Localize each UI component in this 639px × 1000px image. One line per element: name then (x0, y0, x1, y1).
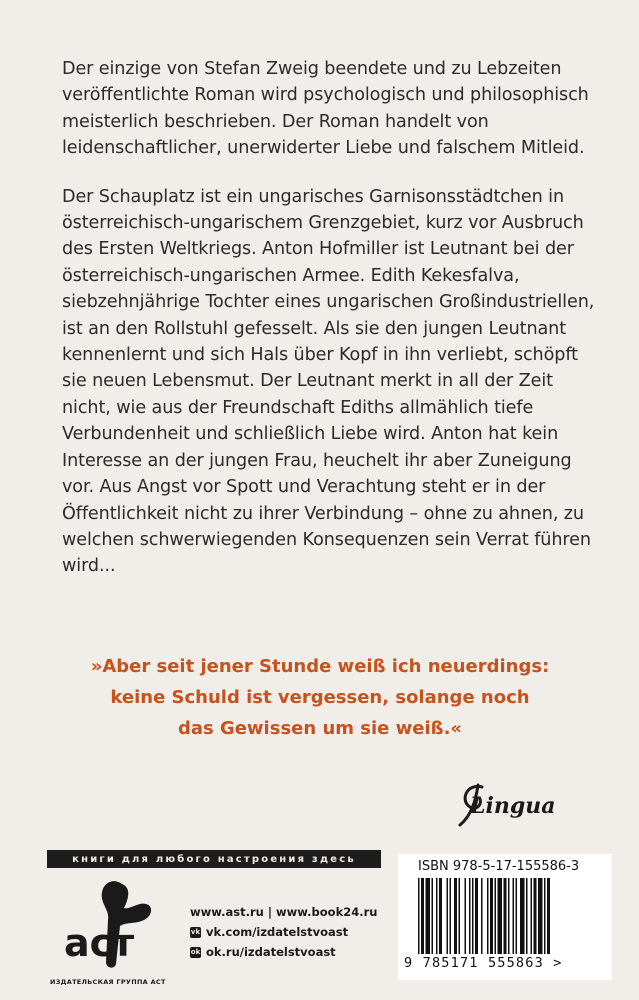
ast-logo-text: аст (64, 921, 135, 965)
barcode-bar (465, 878, 467, 954)
ast-caption: ИЗДАТЕЛЬСКАЯ ГРУППА АСТ (50, 978, 166, 986)
barcode-bar (421, 878, 424, 954)
quote-line-3: das Gewissen um sie weiß.« (177, 718, 463, 739)
barcode-bar (516, 878, 518, 954)
barcode-bar (508, 878, 510, 954)
ok-link[interactable] (190, 942, 377, 962)
barcode-bar (538, 878, 543, 954)
isbn-label: ISBN 978-5-17-155586-3 (418, 859, 580, 874)
barcode-bar (475, 878, 478, 954)
barcode-bar (447, 878, 449, 954)
barcode-bar (439, 878, 442, 954)
barcode-box (398, 854, 612, 980)
quote-line-2: keine Schuld ist vergessen, solange noch (110, 687, 530, 708)
barcode-bar (469, 878, 471, 954)
description-paragraph-1: Der einzige von Stefan Zweig beendete und zu Lebzeiten veröffentlichte Roman wird psychologisch und philosophisch meisterlich beschrieben. Der Roman handelt von leidenschaftlicher, unerwiderter Liebe und falschem Mitleid. (62, 59, 589, 159)
vk-link[interactable] (190, 922, 377, 942)
slogan-text: книги для любого настроения здесь (72, 853, 356, 865)
barcode-image (418, 878, 596, 954)
barcode-bar (436, 878, 438, 954)
barcode-bar (498, 878, 503, 954)
barcode-bar (450, 878, 452, 954)
barcode-bar (426, 878, 431, 954)
vk-icon: vk (190, 927, 201, 936)
barcode-bar (432, 878, 434, 954)
barcode-bar (418, 878, 420, 954)
slogan-bar (47, 850, 381, 868)
description-paragraph-2: Der Schauplatz ist ein ungarisches Garnisonsstädtchen in österreichisch-ungarischem Grenzgebiet, kurz vor Ausbruch des Ersten Weltkriegs. Anton Hofmiller ist Leutnant bei der österreichisch-ungarischen Armee. Edith Kekesfalva, siebzehnjährige Tochter eines ungarischen Großindustriellen, ist an den Rollstuhl gefesselt. Als sie den jungen Leutnant kennenlernt und sich Hals über Kopf in ihn verliebt, schöpft sie neuen Lebensmut. Der Leutnant merkt in all der Zeit nicht, wie aus der Freundschaft Ediths allmählich tiefe Verbundenheit und schließlich Liebe wird. Anton hat kein Interesse an der jungen Frau, heuchelt ihr aber Zuneigung vor. Aus Angst vor Spott und Verachtung steht er in der Öffentlichkeit nicht zu ihrer Verbindung – ohne zu ahnen, zu welchen schwerwiegenden Konsequenzen sein Verrat führen wird... (62, 186, 595, 577)
book-description (62, 56, 602, 602)
publisher-links (190, 902, 377, 962)
barcode-bar (534, 878, 537, 954)
ok-link-text: ok.ru/izdatelstvoast (206, 945, 336, 959)
ast-logo (52, 876, 182, 976)
barcode-bar (520, 878, 525, 954)
barcode-bar (472, 878, 474, 954)
barcode-bar (481, 878, 483, 954)
barcode-bar (547, 878, 550, 954)
book-quote (40, 651, 600, 744)
barcode-bar (459, 878, 461, 954)
barcode-bar (513, 878, 515, 954)
barcode-bar (531, 878, 533, 954)
barcode-bar (544, 878, 546, 954)
website-links[interactable]: www.ast.ru | www.book24.ru (190, 905, 378, 919)
barcode-bar (504, 878, 507, 954)
vk-link-text: vk.com/izdatelstvoast (206, 925, 349, 939)
barcode-bar (495, 878, 497, 954)
barcode-digits: 9 785171 555863 > (404, 955, 563, 971)
barcode-bar (526, 878, 528, 954)
lingua-logo: Lingua (470, 793, 556, 819)
barcode-bar (454, 878, 457, 954)
barcode-bar (490, 878, 493, 954)
ok-icon: ok (190, 947, 201, 956)
barcode-bar (487, 878, 489, 954)
quote-line-1: »Aber seit jener Stunde weiß ich neuerdings: (90, 656, 550, 677)
